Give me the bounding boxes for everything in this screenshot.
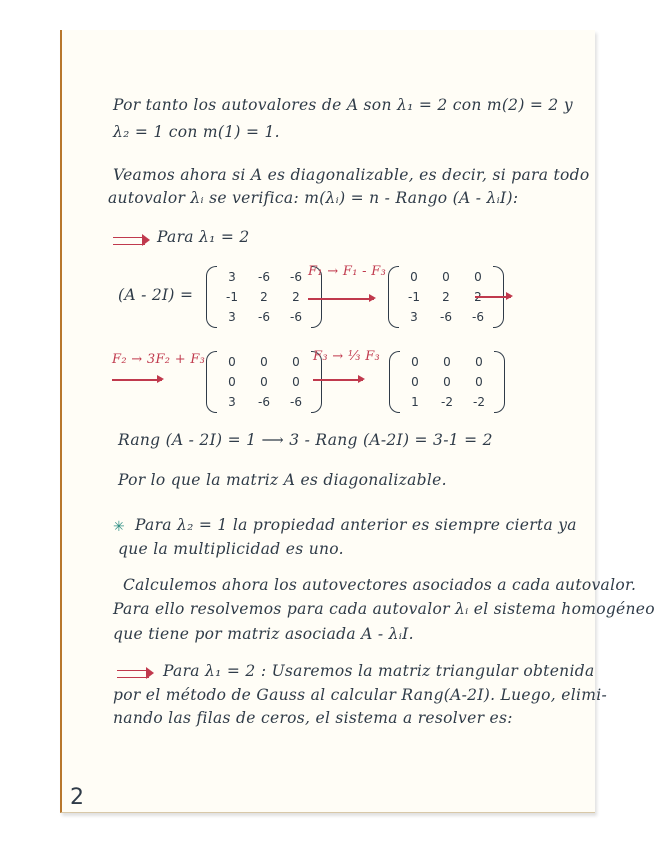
matrix-cell: 0: [443, 355, 451, 369]
text-line: Rang (A - 2I) = 1 ⟶ 3 - Rang (A-2I) = 3-1 = 2: [118, 431, 493, 449]
matrix-cell: -6: [290, 310, 302, 324]
matrix-cell: 0: [475, 355, 483, 369]
matrix-cell: 0: [292, 355, 300, 369]
double-arrow-icon: [113, 237, 145, 245]
text-line: que la multiplicidad es uno.: [118, 540, 344, 558]
matrix-cell: -1: [408, 290, 420, 304]
matrix-cell: 0: [442, 270, 450, 284]
matrix-cell: -6: [290, 270, 302, 284]
matrix-cell: 3: [228, 395, 236, 409]
row-operation: F₁ → F₁ - F₃: [308, 264, 387, 279]
text-line: nando las filas de ceros, el sistema a resolver es:: [113, 709, 513, 727]
matrix-cell: 0: [228, 375, 236, 389]
matrix-cell: -2: [473, 395, 485, 409]
text-line: Para λ₁ = 2 : Usaremos la matriz triangular obtenida: [163, 662, 595, 680]
matrix-cell: 3: [410, 310, 418, 324]
text-line: λ₂ = 1 con m(1) = 1.: [113, 123, 280, 141]
matrix-cell: -2: [441, 395, 453, 409]
matrix-cell: 1: [411, 395, 419, 409]
matrix-cell: 0: [411, 355, 419, 369]
right-arrow-icon: [475, 296, 511, 298]
text-line: autovalor λᵢ se verifica: m(λᵢ) = n - Rango (A - λᵢI):: [108, 189, 519, 207]
matrix-cell: -6: [258, 395, 270, 409]
matrix-step-2: [210, 355, 318, 409]
matrix-cell: 0: [475, 375, 483, 389]
matrix-cell: 0: [260, 355, 268, 369]
right-arrow-icon: [308, 298, 374, 300]
matrix-step-3: [393, 355, 501, 409]
right-arrow-icon: [112, 379, 162, 381]
text-line: por el método de Gauss al calcular Rang(A-2I). Luego, elimi-: [113, 686, 607, 704]
matrix-cell: 0: [228, 355, 236, 369]
text-line: Por lo que la matriz A es diagonalizable.: [118, 471, 447, 489]
matrix-cell: -6: [472, 310, 484, 324]
text-line: Calculemos ahora los autovectores asociados a cada autovalor.: [123, 576, 637, 594]
matrix-cell: -6: [258, 270, 270, 284]
matrix-cell: 2: [292, 290, 300, 304]
matrix-cell: 0: [443, 375, 451, 389]
matrix-cell: 3: [228, 270, 236, 284]
matrix-cell: 0: [411, 375, 419, 389]
text-line: Para ello resolvemos para cada autovalor λᵢ el sistema homogéneo: [113, 600, 655, 618]
page-number: 2: [70, 785, 84, 810]
double-arrow-icon: [117, 670, 149, 678]
text-line: Para λ₂ = 1 la propiedad anterior es siempre cierta ya: [135, 516, 577, 534]
row-operation: F₂ → 3F₂ + F₃: [112, 352, 206, 367]
matrix-cell: 0: [474, 270, 482, 284]
matrix-cell: -6: [290, 395, 302, 409]
matrix-cell: -1: [226, 290, 238, 304]
matrix-label: (A - 2I) =: [118, 286, 194, 304]
matrix-cell: 2: [260, 290, 268, 304]
matrix-a-minus-2i: [210, 270, 318, 324]
text-line: que tiene por matriz asociada A - λᵢI.: [113, 625, 414, 643]
matrix-cell: -6: [440, 310, 452, 324]
text-line: Veamos ahora si A es diagonalizable, es decir, si para todo: [113, 166, 590, 184]
asterisk-icon: ✳: [113, 519, 125, 535]
case-heading: Para λ₁ = 2: [157, 228, 250, 246]
text-line: Por tanto los autovalores de A son λ₁ = 2 con m(2) = 2 y: [113, 96, 573, 114]
matrix-cell: 3: [228, 310, 236, 324]
matrix-cell: 0: [410, 270, 418, 284]
matrix-cell: 2: [442, 290, 450, 304]
row-operation: F₃ → ⅓ F₃: [313, 349, 381, 364]
right-arrow-icon: [313, 379, 363, 381]
matrix-cell: -6: [258, 310, 270, 324]
matrix-cell: 0: [292, 375, 300, 389]
matrix-cell: 0: [260, 375, 268, 389]
